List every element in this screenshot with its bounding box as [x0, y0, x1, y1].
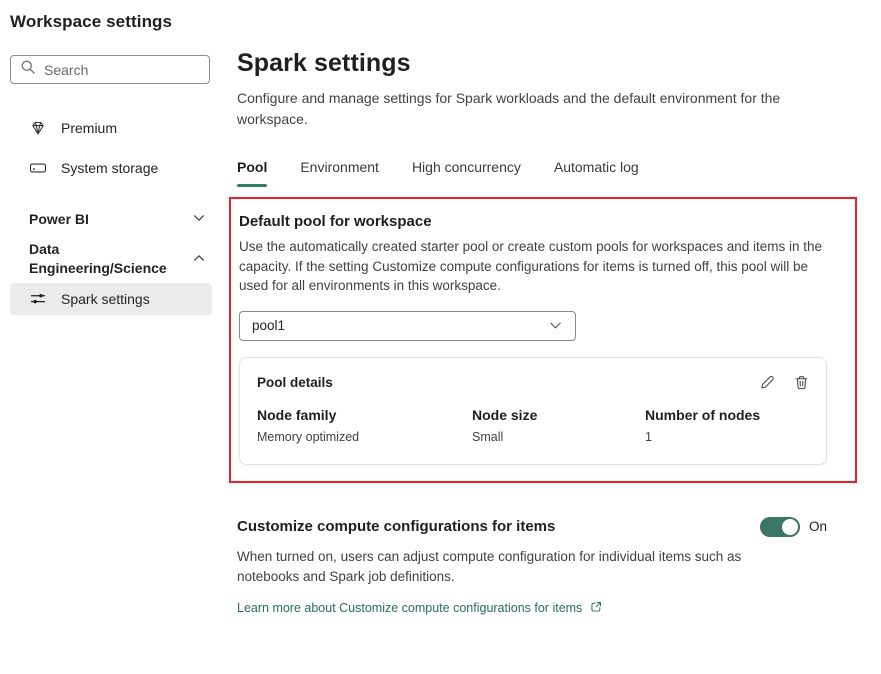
- sidebar-item-system-storage[interactable]: [10, 148, 222, 188]
- default-pool-heading: Default pool for workspace: [239, 213, 432, 230]
- tab-environment[interactable]: Environment: [300, 159, 379, 175]
- pool-dropdown-value: pool1: [252, 318, 286, 333]
- sidebar-group-label: Data Engineering/Science: [29, 241, 167, 276]
- sidebar-group-data-engineering-science[interactable]: [10, 239, 222, 279]
- pool-details-card: [239, 357, 827, 465]
- toggle-state-label: On: [808, 519, 827, 534]
- page-title: Workspace settings: [10, 12, 173, 31]
- field-label: Node family: [257, 406, 337, 423]
- customize-heading-row: [237, 517, 827, 537]
- tab-bar: [237, 159, 881, 187]
- tab-high-concurrency[interactable]: High concurrency: [411, 159, 521, 175]
- edit-pool-button[interactable]: [759, 374, 776, 391]
- sidebar-item-label: Premium: [61, 120, 118, 136]
- field-label: Node size: [472, 406, 538, 423]
- sidebar-group-power-bi[interactable]: [10, 199, 222, 239]
- main-description: Configure and manage settings for Spark workloads and the default environment for the workspace.: [237, 90, 781, 127]
- sidebar: [10, 47, 222, 315]
- chevron-down-icon: [548, 318, 563, 336]
- search-box[interactable]: [10, 55, 210, 84]
- layout: [10, 47, 881, 617]
- field-value: Small: [472, 429, 504, 444]
- pool-details-title: Pool details: [257, 374, 333, 390]
- chevron-down-icon: [192, 211, 206, 228]
- toggle-knob: [782, 519, 798, 535]
- delete-trash-icon: [793, 379, 810, 394]
- sliders-icon: [29, 290, 47, 308]
- customize-description: When turned on, users can adjust compute configuration for individual items such as notebooks and Spark job definitions.: [237, 548, 742, 584]
- customize-toggle[interactable]: [760, 517, 800, 537]
- pool-details-header: [257, 374, 810, 391]
- storage-card-icon: [29, 159, 47, 177]
- main-title: Spark settings: [237, 49, 411, 77]
- field-value: Memory optimized: [257, 429, 360, 444]
- edit-pencil-icon: [759, 379, 776, 394]
- learn-more-link[interactable]: [237, 600, 603, 617]
- field-value: 1: [645, 429, 652, 444]
- toggle-group: [760, 517, 827, 537]
- customize-heading: Customize compute configurations for items: [237, 518, 556, 535]
- chevron-up-icon: [192, 251, 206, 268]
- field-number-of-nodes: [645, 407, 810, 444]
- pool-details-actions: [759, 374, 810, 391]
- sidebar-item-spark-settings[interactable]: [10, 283, 212, 315]
- tab-pool[interactable]: Pool: [237, 159, 267, 187]
- pool-details-fields: [257, 407, 810, 444]
- learn-more-label: Learn more about Customize compute configurations for items: [237, 601, 583, 615]
- sidebar-nav: [10, 108, 222, 315]
- default-pool-description: Use the automatically created starter pool or create custom pools for workspaces and items in the capacity. If the setting Customize compute configurations for items is turned off, this pool will be used for all environments in this workspace.: [239, 239, 823, 293]
- field-label: Number of nodes: [645, 406, 761, 423]
- sidebar-group-label: Power BI: [29, 210, 89, 227]
- main-content: [222, 47, 881, 617]
- search-input[interactable]: [44, 62, 201, 78]
- customize-compute-section: [237, 517, 827, 618]
- pool-dropdown[interactable]: [239, 311, 576, 341]
- field-node-size: [472, 407, 645, 444]
- external-link-icon: [589, 600, 603, 617]
- default-pool-section-highlighted: [229, 197, 857, 483]
- tab-automatic-log[interactable]: Automatic log: [553, 159, 639, 175]
- field-node-family: [257, 407, 472, 444]
- sidebar-item-premium[interactable]: [10, 108, 222, 148]
- search-icon: [20, 59, 36, 80]
- sidebar-item-label: System storage: [61, 160, 159, 176]
- sidebar-item-label: Spark settings: [61, 291, 150, 307]
- gem-icon: [29, 119, 47, 137]
- delete-pool-button[interactable]: [793, 374, 810, 391]
